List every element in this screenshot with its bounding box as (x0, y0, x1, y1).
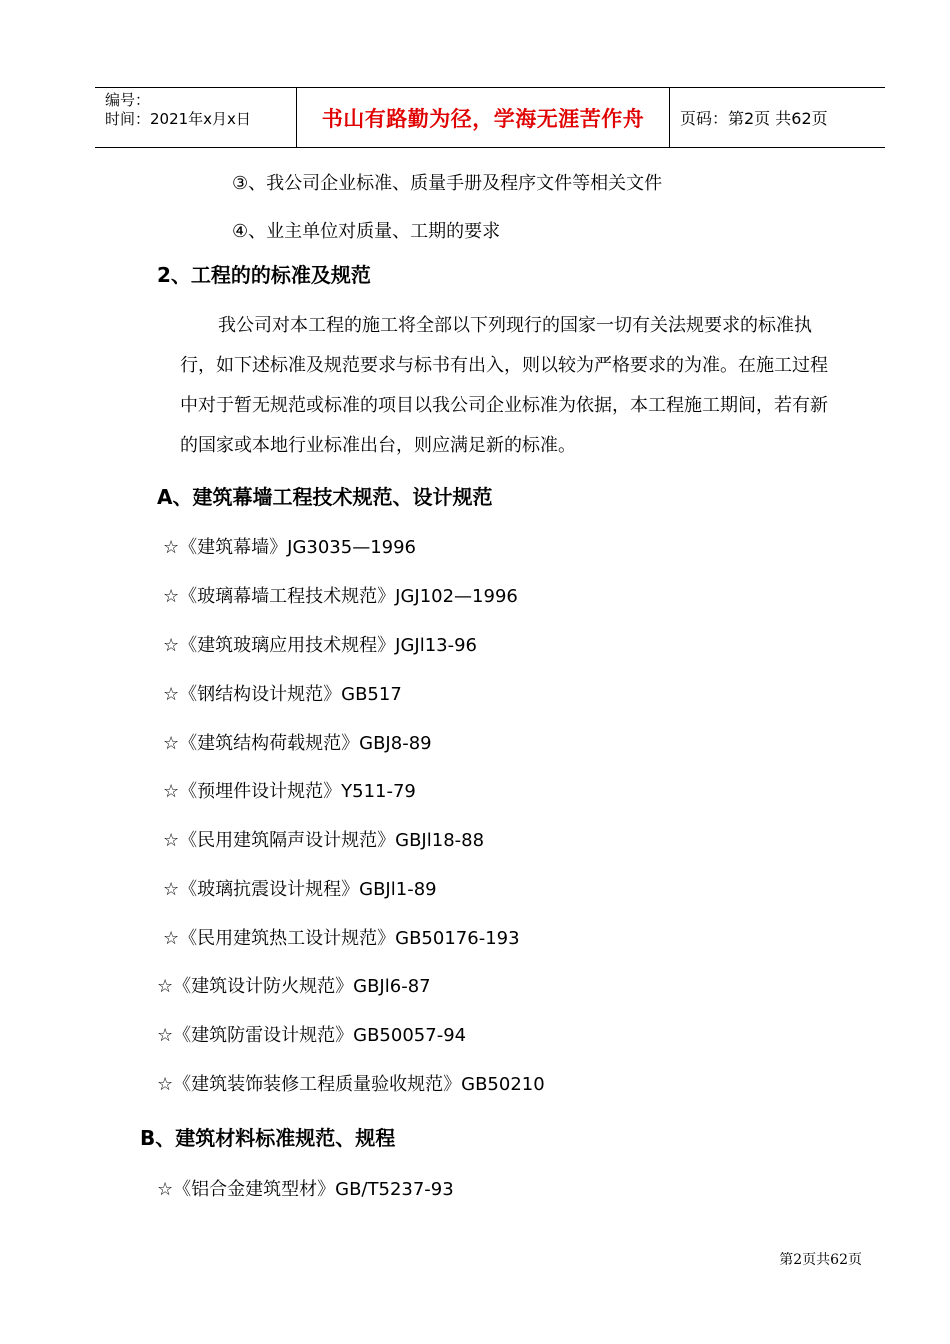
header-motto: 书山有路勤为径，学海无涯苦作舟 (321, 106, 645, 131)
standard-list-item: ☆《钢结构设计规范》GB517 (163, 684, 402, 705)
section-heading-b: B、建筑材料标准规范、规程 (140, 1126, 396, 1150)
section-2-paragraph (180, 314, 870, 474)
standard-list-item: ☆《建筑防雷设计规范》GB50057-94 (157, 1025, 467, 1046)
standard-list-item: ☆《玻璃抗震设计规程》GBJl1-89 (163, 879, 437, 900)
page-header (95, 87, 885, 148)
page-footer-number: 第2页共62页 (779, 1252, 862, 1268)
standard-list-item: ☆《玻璃幕墙工程技术规范》JGJ102—1996 (163, 586, 518, 607)
basis-item: ③、我公司企业标准、质量手册及程序文件等相关文件 (232, 173, 663, 194)
basis-item: ④、业主单位对质量、工期的要求 (232, 221, 501, 242)
paragraph-line: 我公司对本工程的施工将全部以下列现行的国家一切有关法规要求的标准执 (218, 315, 812, 336)
standard-list-item: ☆《建筑结构荷载规范》GBJ8-89 (163, 733, 432, 754)
standard-list-item: ☆《铝合金建筑型材》GB/T5237-93 (157, 1179, 454, 1200)
standard-list-item: ☆《预埋件设计规范》Y511-79 (163, 781, 416, 802)
header-meta (95, 88, 297, 147)
standard-list-item: ☆《民用建筑热工设计规范》GB50176-193 (163, 928, 520, 949)
section-heading-2: 2、工程的的标准及规范 (157, 263, 371, 287)
header-motto-cell (297, 88, 670, 147)
paragraph-line: 的国家或本地行业标准出台，则应满足新的标准。 (180, 435, 576, 456)
document-time-label: 时间：2021年x月x日 (105, 110, 251, 128)
section-heading-a: A、建筑幕墙工程技术规范、设计规范 (157, 485, 493, 509)
document-number-label: 编号： (105, 91, 151, 109)
paragraph-line: 行，如下述标准及规范要求与标书有出入，则以较为严格要求的为准。在施工过程 (180, 355, 828, 376)
standard-list-item: ☆《建筑玻璃应用技术规程》JGJl13-96 (163, 635, 478, 656)
standard-list-item: ☆《建筑幕墙》JG3035—1996 (163, 537, 417, 558)
header-page-cell (670, 88, 885, 147)
standard-list-item: ☆《民用建筑隔声设计规范》GBJl18-88 (163, 830, 485, 851)
paragraph-line: 中对于暂无规范或标准的项目以我公司企业标准为依据，本工程施工期间，若有新 (180, 395, 828, 416)
header-page-info: 页码：第2页 共62页 (680, 109, 828, 128)
standard-list-item: ☆《建筑设计防火规范》GBJl6-87 (157, 976, 431, 997)
standard-list-item: ☆《建筑装饰装修工程质量验收规范》GB50210 (157, 1074, 545, 1095)
